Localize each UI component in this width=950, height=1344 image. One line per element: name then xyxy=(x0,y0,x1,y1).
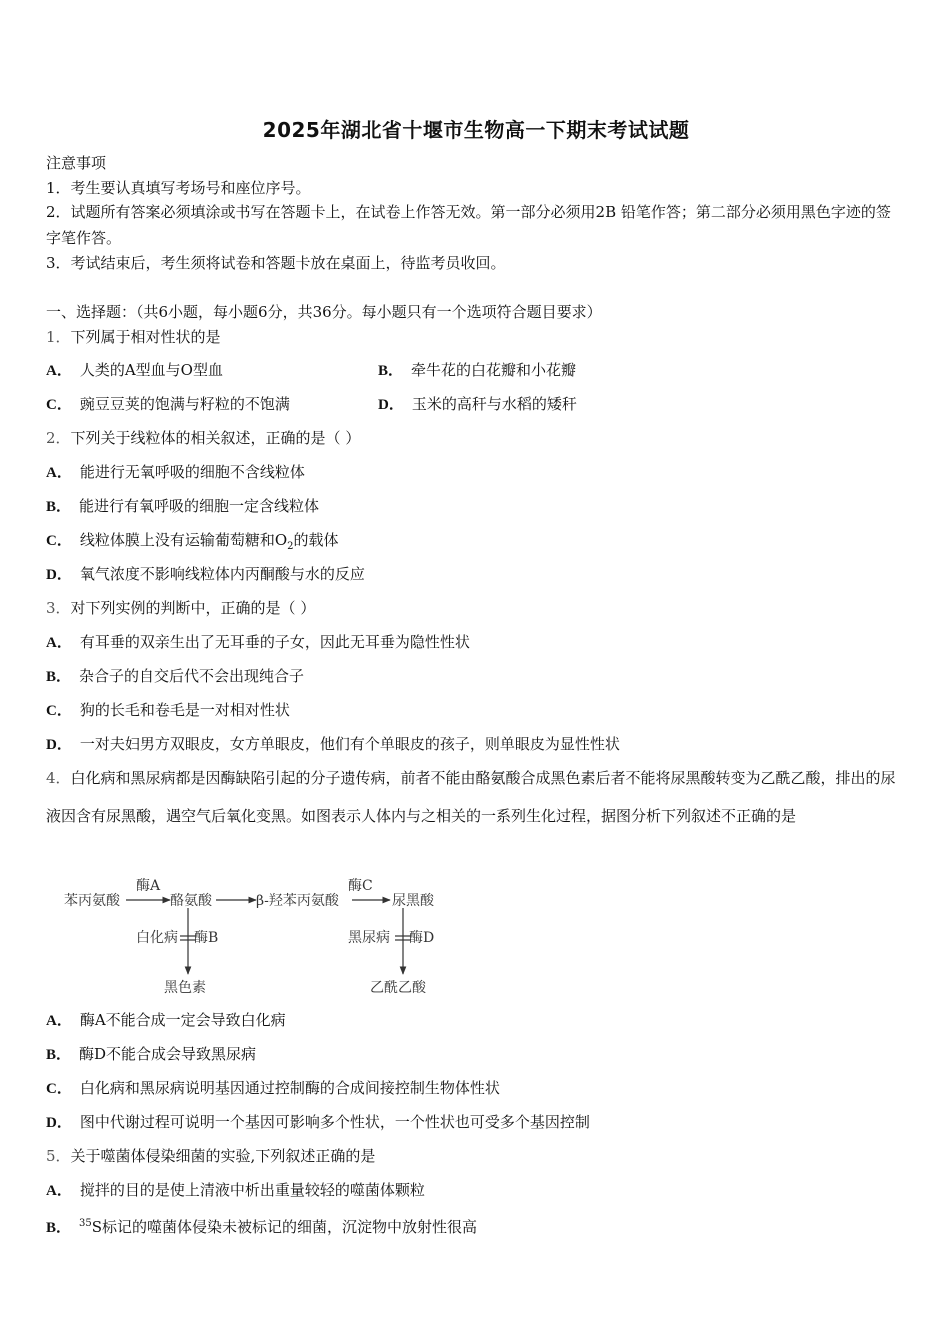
option-text: 氧气浓度不影响线粒体内丙酮酸与水的反应 xyxy=(79,565,365,583)
q3-option-a[interactable] xyxy=(46,631,470,654)
question-number: 3． xyxy=(46,599,71,617)
q1-option-a[interactable] xyxy=(46,359,223,382)
albinism-label: 白化病 xyxy=(136,930,178,946)
question-text: 下列属于相对性状的是 xyxy=(70,328,221,346)
section-heading: 一、选择题：（共6小题，每小题6分，共36分。每小题只有一个选项符合题目要求） xyxy=(46,303,602,321)
q2-option-a[interactable] xyxy=(46,461,305,484)
q1-option-c[interactable] xyxy=(46,393,290,416)
q5-option-b[interactable] xyxy=(46,1213,477,1239)
enzyme-c-label: 酶C xyxy=(348,878,373,894)
node-acetoacetic-acid: 乙酰乙酸 xyxy=(370,980,426,996)
option-letter: A． xyxy=(46,1013,72,1029)
option-text: 能进行无氧呼吸的细胞不含线粒体 xyxy=(79,463,305,481)
q3-option-c[interactable] xyxy=(46,699,290,722)
q3-option-b[interactable] xyxy=(46,665,304,688)
option-letter: C． xyxy=(46,703,72,719)
option-letter: C． xyxy=(46,1081,72,1097)
option-letter: D． xyxy=(46,1115,72,1131)
node-melanin: 黑色素 xyxy=(164,980,206,996)
option-letter: B． xyxy=(46,1047,72,1063)
notice-item-3: 3．考试结束后，考生须将试卷和答题卡放在桌面上，待监考员收回。 xyxy=(46,254,506,272)
option-letter: A． xyxy=(46,363,72,379)
option-letter: B． xyxy=(46,1220,72,1236)
option-text: 杂合子的自交后代不会出现纯合子 xyxy=(79,667,305,685)
q4-option-a[interactable] xyxy=(46,1009,286,1032)
question-5-stem xyxy=(46,1145,375,1167)
page-title: 2025年湖北省十堰市生物高一下期末考试试题 xyxy=(262,118,690,142)
question-2-stem xyxy=(46,427,360,449)
option-text: 豌豆豆荚的饱满与籽粒的不饱满 xyxy=(79,395,290,413)
notice-item-1: 1．考生要认真填写考场号和座位序号。 xyxy=(46,179,311,197)
option-text: 酶A不能合成一定会导致白化病 xyxy=(79,1011,286,1029)
notice-item-2: 2．试题所有答案必须填涂或书写在答题卡上，在试卷上作答无效。第一部分必须用2B 铅笔作答；第二部分必须用黑色字迹的签字笔作答。 xyxy=(46,203,891,247)
q4-option-c[interactable] xyxy=(46,1077,500,1100)
option-text: 牵牛花的白花瓣和小花瓣 xyxy=(411,361,577,379)
option-letter: B． xyxy=(46,669,72,685)
notice-heading: 注意事项 xyxy=(46,154,107,172)
option-letter: D． xyxy=(378,397,404,413)
option-text: 有耳垂的双亲生出了无耳垂的子女，因此无耳垂为隐性性状 xyxy=(79,633,470,651)
option-text: 酶D不能合成会导致黑尿病 xyxy=(79,1045,257,1063)
option-letter: A． xyxy=(46,635,72,651)
question-4-stem xyxy=(46,759,904,835)
option-letter: B． xyxy=(378,363,404,379)
question-text: 关于噬菌体侵染细菌的实验,下列叙述正确的是 xyxy=(70,1147,376,1165)
option-letter: D． xyxy=(46,567,72,583)
q2-option-c[interactable] xyxy=(46,529,339,558)
q1-option-b[interactable] xyxy=(378,359,576,382)
question-number: 4． xyxy=(46,769,71,787)
enzyme-b-label: 酶B xyxy=(194,930,219,946)
option-text: 人类的A型血与O型血 xyxy=(79,361,223,379)
node-phenylalanine: 苯丙氨酸 xyxy=(64,893,120,909)
option-letter: A． xyxy=(46,1183,72,1199)
question-3-stem xyxy=(46,597,315,619)
option-letter: C． xyxy=(46,397,72,413)
option-letter: A． xyxy=(46,465,72,481)
option-text-tail: 的载体 xyxy=(293,531,339,549)
node-homogentisic-acid: 尿黑酸 xyxy=(392,893,434,909)
q3-option-d[interactable] xyxy=(46,733,620,756)
node-tyrosine: 酪氨酸 xyxy=(170,893,212,909)
enzyme-a-label: 酶A xyxy=(136,878,161,894)
option-text: 白化病和黑尿病说明基因通过控制酶的合成间接控制生物体性状 xyxy=(79,1079,500,1097)
question-text: 白化病和黑尿病都是因酶缺陷引起的分子遗传病，前者不能由酪氨酸合成黑色素后者不能将尿黑酸转变为乙酰乙酸，排出的尿液因含有尿黑酸，遇空气后氧化变黑。如图表示人体内与之相关的一系列生化过程，据图分析下列叙述不正确的是 xyxy=(46,769,896,825)
superscript-35: 35 xyxy=(79,1218,92,1229)
question-number: 5． xyxy=(46,1147,71,1165)
metabolic-pathway-diagram xyxy=(60,876,500,1000)
q5-option-a[interactable] xyxy=(46,1179,425,1202)
option-letter: D． xyxy=(46,737,72,753)
q2-option-d[interactable] xyxy=(46,563,365,586)
question-number: 2． xyxy=(46,429,71,447)
q2-option-b[interactable] xyxy=(46,495,319,518)
q1-option-d[interactable] xyxy=(378,393,577,416)
option-text: 能进行有氧呼吸的细胞一定含线粒体 xyxy=(79,497,320,515)
alkaptonuria-label: 黑尿病 xyxy=(348,930,390,946)
q4-option-b[interactable] xyxy=(46,1043,256,1066)
option-text: 图中代谢过程可说明一个基因可影响多个性状，一个性状也可受多个基因控制 xyxy=(79,1113,590,1131)
question-1-stem xyxy=(46,326,221,348)
node-hydroxyphenylalanine: β-羟苯丙氨酸 xyxy=(256,893,339,909)
option-text: 玉米的高秆与水稻的矮秆 xyxy=(411,395,577,413)
option-text: 线粒体膜上没有运输葡萄糖和O xyxy=(79,531,288,549)
option-letter: C． xyxy=(46,533,72,549)
subscript-2: 2 xyxy=(287,541,294,552)
option-text: S标记的噬菌体侵染未被标记的细菌，沉淀物中放射性很高 xyxy=(91,1218,478,1236)
question-text: 对下列实例的判断中，正确的是（ ） xyxy=(70,599,316,617)
option-text: 搅拌的目的是使上清液中析出重量较轻的噬菌体颗粒 xyxy=(79,1181,425,1199)
q4-option-d[interactable] xyxy=(46,1111,590,1134)
option-letter: B． xyxy=(46,499,72,515)
option-text: 狗的长毛和卷毛是一对相对性状 xyxy=(79,701,290,719)
question-text: 下列关于线粒体的相关叙述，正确的是（ ） xyxy=(70,429,361,447)
enzyme-d-label: 酶D xyxy=(409,930,435,946)
question-number: 1． xyxy=(46,328,71,346)
option-text: 一对夫妇男方双眼皮，女方单眼皮，他们有个单眼皮的孩子，则单眼皮为显性性状 xyxy=(79,735,620,753)
